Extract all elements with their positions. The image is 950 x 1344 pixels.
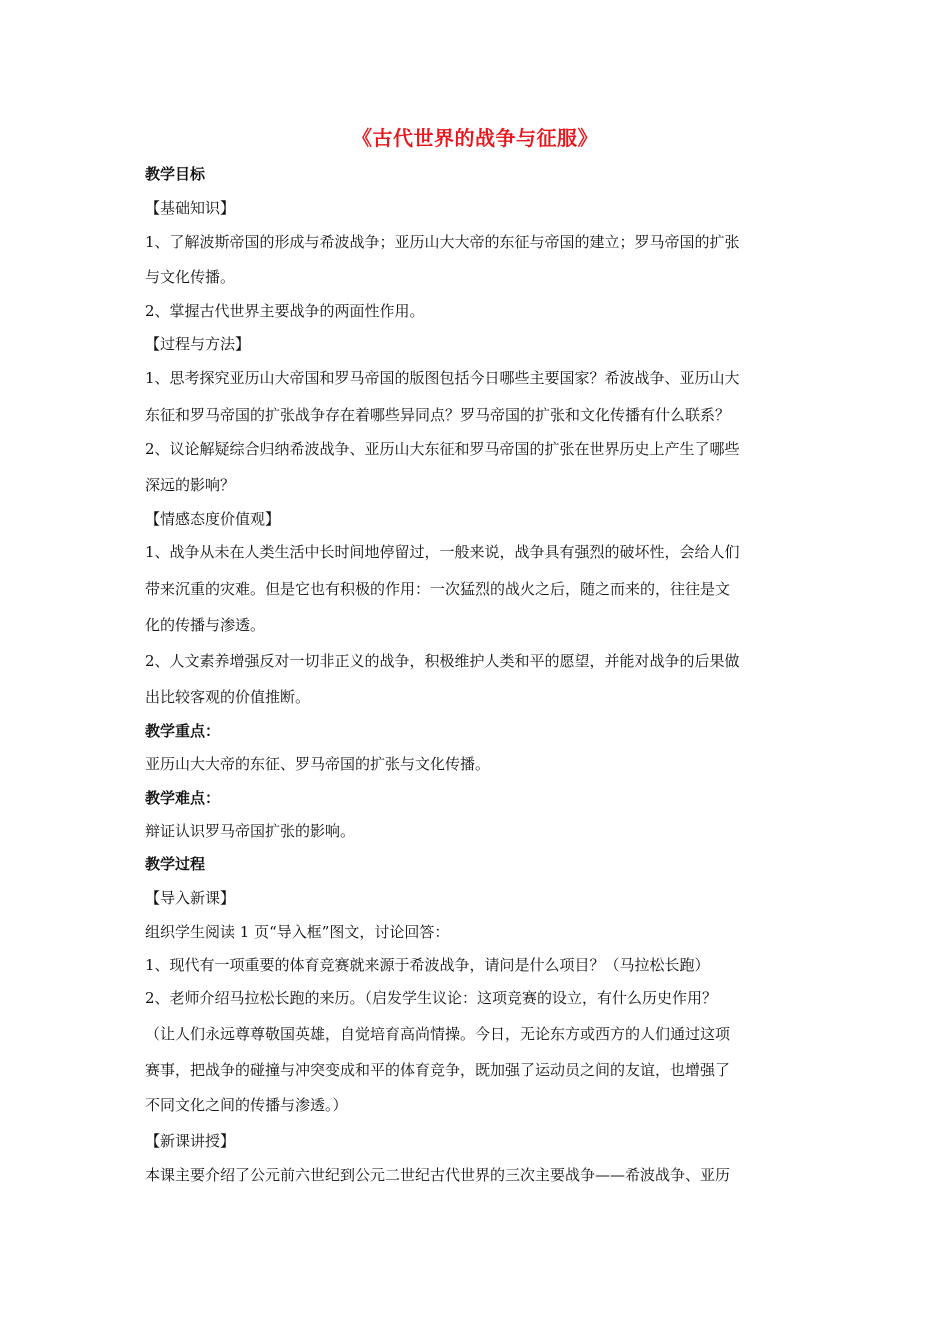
text-line: 【过程与方法】 <box>145 335 251 353</box>
text-line: 2、掌握古代世界主要战争的两面性作用。 <box>145 302 425 320</box>
text-line: 与文化传播。 <box>145 268 236 286</box>
text-line: 带来沉重的灾难。但是它也有积极的作用：一次猛烈的战火之后，随之而来的，往往是文 <box>145 580 731 598</box>
text-line: 【情感态度价值观】 <box>145 510 281 528</box>
text-line: 组织学生阅读 1 页“导入框”图文，讨论回答： <box>145 923 450 941</box>
text-line: 1、了解波斯帝国的形成与希波战争；亚历山大大帝的东征与帝国的建立；罗马帝国的扩张 <box>145 233 740 251</box>
text-line: 出比较客观的价值推断。 <box>145 688 311 706</box>
text-line: 【导入新课】 <box>145 889 236 907</box>
section-heading: 教学重点： <box>145 722 221 740</box>
text-line: 2、人文素养增强反对一切非正义的战争，积极维护人类和平的愿望，并能对战争的后果做 <box>145 652 740 670</box>
document-title: 《古代世界的战争与征服》 <box>352 126 598 150</box>
text-line: 2、老师介绍马拉松长跑的来历。（启发学生议论：这项竞赛的设立，有什么历史作用？ <box>145 989 718 1007</box>
text-line: 赛事，把战争的碰撞与冲突变成和平的体育竞争，既加强了运动员之间的友谊，也增强了 <box>145 1061 731 1079</box>
text-line: 1、战争从未在人类生活中长时间地停留过，一般来说，战争具有强烈的破坏性，会给人们 <box>145 543 740 561</box>
text-line: 深远的影响？ <box>145 476 236 494</box>
section-heading: 教学过程 <box>145 855 206 873</box>
text-line: 不同文化之间的传播与渗透。） <box>145 1096 348 1114</box>
text-line: 辩证认识罗马帝国扩张的影响。 <box>145 822 356 840</box>
text-line: 本课主要介绍了公元前六世纪到公元二世纪古代世界的三次主要战争——希波战争、亚历 <box>145 1166 731 1184</box>
text-line: 化的传播与渗透。 <box>145 616 266 634</box>
text-line: 【新课讲授】 <box>145 1132 236 1150</box>
section-heading: 教学难点： <box>145 789 221 807</box>
text-line: 1、现代有一项重要的体育竞赛就来源于希波战争，请问是什么项目？（马拉松长跑） <box>145 956 710 974</box>
text-line: 2、议论解疑综合归纳希波战争、亚历山大东征和罗马帝国的扩张在世界历史上产生了哪些 <box>145 440 740 458</box>
text-line: 【基础知识】 <box>145 199 236 217</box>
text-line: 亚历山大大帝的东征、罗马帝国的扩张与文化传播。 <box>145 755 491 773</box>
text-line: 1、思考探究亚历山大帝国和罗马帝国的版图包括今日哪些主要国家？希波战争、亚历山大 <box>145 369 740 387</box>
section-heading: 教学目标 <box>145 165 206 183</box>
text-line: （让人们永远尊尊敬国英雄，自觉培育高尚情操。今日，无论东方或西方的人们通过这项 <box>145 1025 731 1043</box>
text-line: 东征和罗马帝国的扩张战争存在着哪些异同点？罗马帝国的扩张和文化传播有什么联系？ <box>145 406 731 424</box>
